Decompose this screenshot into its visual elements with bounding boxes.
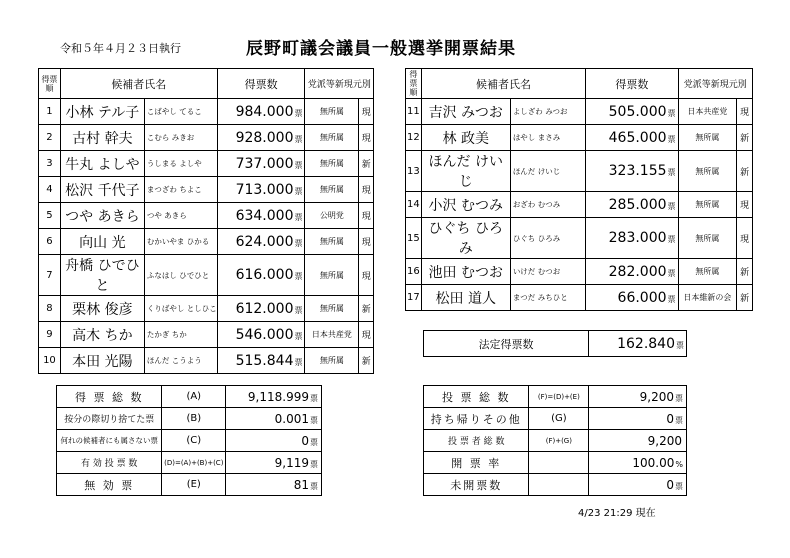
candidate-rank: 4 [39,177,61,203]
candidate-rank: 9 [39,322,61,348]
candidate-name: 吉沢 みつお [421,99,510,125]
summary-value: 81票 [226,474,322,496]
summary-code [529,474,589,496]
candidate-name: 本田 光陽 [60,348,144,374]
candidate-status: 現 [359,229,374,255]
summary-label: 得 票 総 数 [57,386,162,408]
candidate-kana: ひぐち ひろみ [510,218,585,259]
candidate-row [39,296,391,322]
candidate-kana: いけだ むつお [510,259,585,285]
candidate-party: 無所属 [305,99,359,125]
candidate-name: 古村 幹夫 [60,125,144,151]
summary-code: (G) [529,408,589,430]
candidate-row [406,259,753,285]
candidate-row [39,125,391,151]
rank-header: 得票順 [39,69,61,99]
candidate-status: 現 [359,125,374,151]
candidate-name: 高木 ちか [60,322,144,348]
summary-label: 投 票 総 数 [424,386,529,408]
summary-table-right [423,385,687,496]
summary-label: 持ち帰りその他 [424,408,529,430]
candidate-rank: 16 [406,259,422,285]
candidate-party: 公明党 [305,203,359,229]
legal-votes-table [423,330,687,357]
summary-value: 9,200 [589,430,687,452]
candidate-party: 無所属 [305,177,359,203]
candidate-status: 現 [359,99,374,125]
candidate-votes: 713.000票 [217,177,305,203]
candidate-row [39,229,391,255]
summary-value: 9,118.999票 [226,386,322,408]
candidate-party: 無所属 [305,229,359,255]
legal-votes-value: 162.840票 [589,331,687,357]
candidate-rank: 15 [406,218,422,259]
table-header [39,69,391,99]
candidate-row [406,218,753,259]
candidate-rank: 8 [39,296,61,322]
candidate-rank: 17 [406,285,422,311]
candidate-status: 新 [737,125,753,151]
candidate-votes: 323.155票 [586,151,678,192]
summary-code: (F)+(G) [529,430,589,452]
summary-value: 0.001票 [226,408,322,430]
candidate-kana: まつざわ ちよこ [144,177,217,203]
candidate-party: 無所属 [305,255,359,296]
summary-code [529,452,589,474]
candidate-row [39,177,391,203]
candidate-rank: 10 [39,348,61,374]
candidate-rank: 2 [39,125,61,151]
candidate-party: 無所属 [678,218,737,259]
candidate-kana: はやし まさみ [510,125,585,151]
candidate-party: 無所属 [305,125,359,151]
candidate-kana: くりばやし としひこ [144,296,217,322]
candidate-party: 無所属 [305,151,359,177]
summary-code: (D)=(A)+(B)+(C) [162,452,226,474]
summary-row [424,452,687,474]
candidate-rank: 13 [406,151,422,192]
summary-code: (B) [162,408,226,430]
candidate-votes: 634.000票 [217,203,305,229]
candidate-kana: ふなはし ひでひと [144,255,217,296]
summary-row [57,430,322,452]
votes-header: 得票数 [586,69,678,99]
candidate-party: 日本維新の会 [678,285,737,311]
candidate-votes: 616.000票 [217,255,305,296]
summary-row [424,430,687,452]
table-header [406,69,753,99]
candidate-name: 舟橋 ひでひと [60,255,144,296]
candidate-kana: まつだ みちひと [510,285,585,311]
summary-row [57,408,322,430]
summary-code: (C) [162,430,226,452]
candidate-name: 小林 テル子 [60,99,144,125]
candidate-party: 無所属 [678,125,737,151]
candidate-party: 無所属 [678,151,737,192]
candidate-name: 池田 むつお [421,259,510,285]
candidate-status: 新 [359,296,374,322]
summary-label: 有 効 投 票 数 [57,452,162,474]
candidates-table-left [38,68,391,374]
candidate-name: 松沢 千代子 [60,177,144,203]
candidate-name: ひぐち ひろみ [421,218,510,259]
candidate-votes: 282.000票 [586,259,678,285]
candidate-kana: うしまる よしや [144,151,217,177]
candidate-party: 日本共産党 [305,322,359,348]
candidate-row [39,203,391,229]
candidate-status: 現 [737,192,753,218]
candidate-votes: 546.000票 [217,322,305,348]
candidate-kana: たかぎ ちか [144,322,217,348]
candidate-rank: 3 [39,151,61,177]
timestamp: 4/23 21:29 現在 [578,508,656,519]
candidate-row [406,151,753,192]
candidate-name: 牛丸 よしや [60,151,144,177]
summary-row [57,474,322,496]
summary-row [57,452,322,474]
candidate-rank: 14 [406,192,422,218]
summary-code: (E) [162,474,226,496]
candidate-row [39,348,391,374]
candidate-kana: こばやし てるこ [144,99,217,125]
candidates-table-right [405,68,753,311]
candidate-status: 新 [737,151,753,192]
candidate-party: 無所属 [305,296,359,322]
summary-code: (A) [162,386,226,408]
candidate-status: 現 [359,177,374,203]
summary-value: 0票 [589,408,687,430]
candidate-status: 現 [359,255,374,296]
summary-value: 100.00% [589,452,687,474]
candidate-name: 向山 光 [60,229,144,255]
candidate-row [39,255,391,296]
candidate-rank: 1 [39,99,61,125]
candidate-status: 現 [359,203,374,229]
candidate-kana: むかいやま ひかる [144,229,217,255]
candidate-row [39,151,391,177]
candidate-votes: 465.000票 [586,125,678,151]
candidate-party: 日本共産党 [678,99,737,125]
candidate-votes: 624.000票 [217,229,305,255]
candidate-rank: 11 [406,99,422,125]
candidate-party: 無所属 [305,348,359,374]
summary-value: 9,119票 [226,452,322,474]
candidate-rank: 5 [39,203,61,229]
election-date: 令和５年４月２３日執行 [60,42,181,55]
candidate-status: 現 [359,322,374,348]
candidate-status: 現 [737,99,753,125]
summary-label: 無 効 票 [57,474,162,496]
candidate-row [406,125,753,151]
candidate-kana: つや あきら [144,203,217,229]
candidate-party: 無所属 [678,192,737,218]
rank-header: 得票順 [406,69,422,99]
summary-value: 0票 [226,430,322,452]
candidate-rank: 12 [406,125,422,151]
name-header: 候補者氏名 [60,69,217,99]
candidate-votes: 612.000票 [217,296,305,322]
name-header: 候補者氏名 [421,69,586,99]
summary-code: (F)=(D)+(E) [529,386,589,408]
party-header: 党派等新現元別 [305,69,374,99]
candidate-kana: ほんだ こうよう [144,348,217,374]
legal-votes-label: 法定得票数 [424,331,589,357]
candidate-row [406,285,753,311]
candidate-votes: 984.000票 [217,99,305,125]
candidate-votes: 283.000票 [586,218,678,259]
candidate-name: 栗林 俊彦 [60,296,144,322]
summary-label: 按分の際切り捨てた票 [57,408,162,430]
candidate-status: 現 [737,218,753,259]
candidate-kana: よしざわ みつお [510,99,585,125]
candidate-row [406,99,753,125]
candidate-kana: ほんだ けいじ [510,151,585,192]
summary-label: 何れの候補者にも属さない票 [57,430,162,452]
candidate-rank: 7 [39,255,61,296]
summary-label: 投 票 者 総 数 [424,430,529,452]
candidate-status: 新 [737,259,753,285]
candidate-votes: 515.844票 [217,348,305,374]
candidate-votes: 928.000票 [217,125,305,151]
candidate-rank: 6 [39,229,61,255]
summary-label: 開 票 率 [424,452,529,474]
summary-table-left [56,385,322,496]
candidate-status: 新 [737,285,753,311]
summary-label: 未開票数 [424,474,529,496]
party-header: 党派等新現元別 [678,69,752,99]
candidate-row [406,192,753,218]
candidate-votes: 66.000票 [586,285,678,311]
candidate-name: 松田 道人 [421,285,510,311]
candidate-name: つや あきら [60,203,144,229]
candidate-row [39,99,391,125]
page-title: 辰野町議会議員一般選挙開票結果 [246,39,516,59]
candidate-status: 新 [359,151,374,177]
summary-value: 9,200票 [589,386,687,408]
candidate-votes: 285.000票 [586,192,678,218]
summary-value: 0票 [589,474,687,496]
summary-row [424,386,687,408]
candidate-name: 林 政美 [421,125,510,151]
candidate-kana: おざわ むつみ [510,192,585,218]
summary-row [424,474,687,496]
candidate-status: 新 [359,348,374,374]
candidate-votes: 505.000票 [586,99,678,125]
summary-row [424,408,687,430]
candidate-kana: こむら みきお [144,125,217,151]
summary-row [57,386,322,408]
candidate-party: 無所属 [678,259,737,285]
candidate-votes: 737.000票 [217,151,305,177]
candidate-name: ほんだ けいじ [421,151,510,192]
candidate-name: 小沢 むつみ [421,192,510,218]
votes-header: 得票数 [217,69,305,99]
candidate-row [39,322,391,348]
